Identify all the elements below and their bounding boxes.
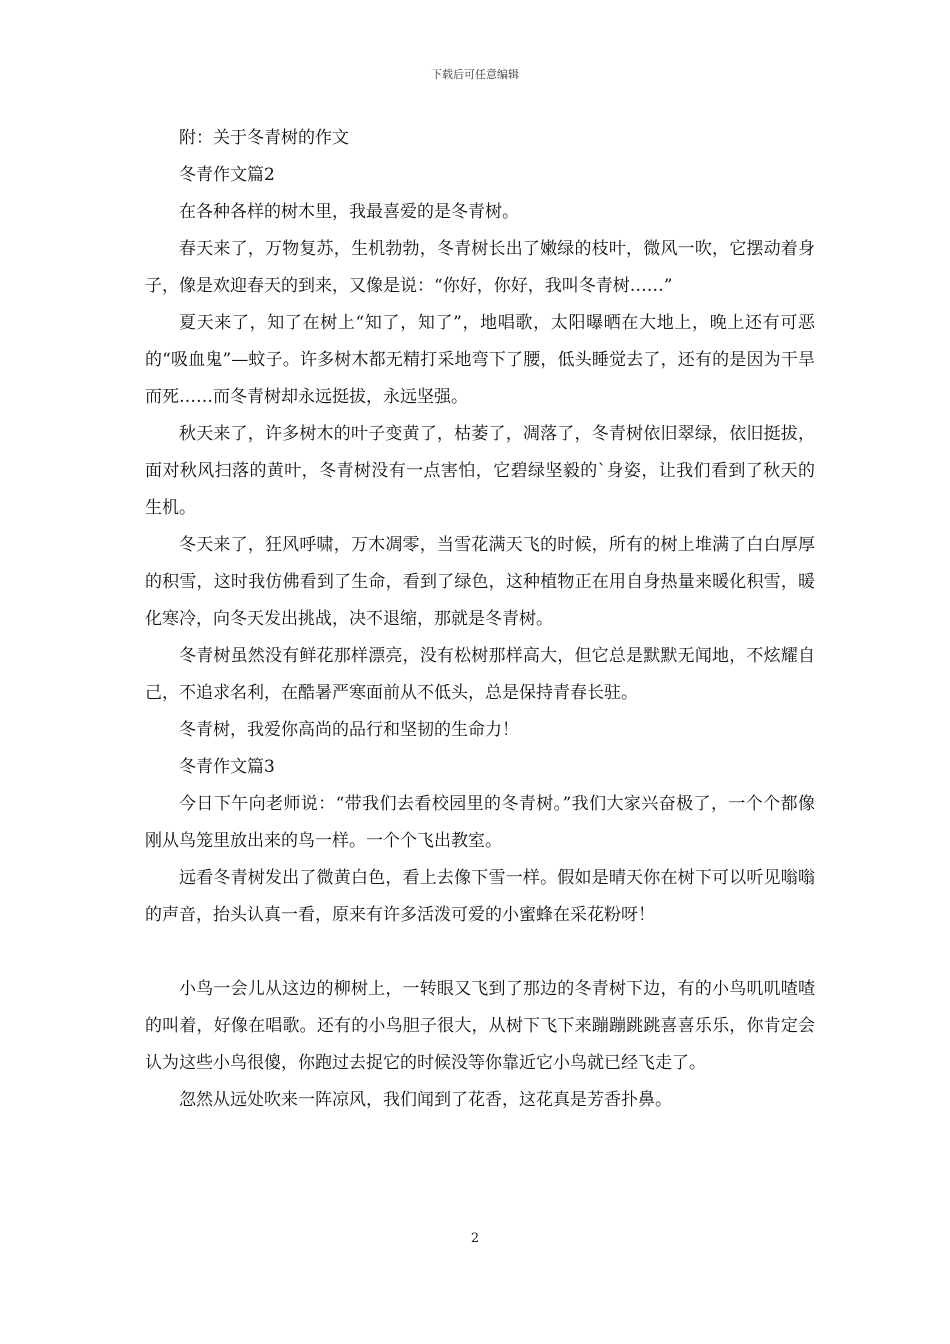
paragraph: 秋天来了，许多树木的叶子变黄了，枯萎了，凋落了，冬青树依旧翠绿，依旧挺拔，面对秋风扫落的黄叶，冬青树没有一点害怕，它碧绿坚毅的`身姿，让我们看到了秋天的生机。 — [145, 424, 815, 518]
document-body — [145, 120, 815, 1119]
essay-title-2: 冬青作文篇2 — [179, 165, 275, 185]
paragraph: 冬天来了，狂风呼啸，万木凋零，当雪花满天飞的时候，所有的树上堆满了白白厚厚的积雪，这时我仿佛看到了生命，看到了绿色，这种植物正在用自身热量来暖化积雪，暖化寒冷，向冬天发出挑战，决不退缩，那就是冬青树。 — [145, 535, 815, 629]
paragraph: 冬青树虽然没有鲜花那样漂亮，没有松树那样高大，但它总是默默无闻地，不炫耀自己，不追求名利，在酷暑严寒面前从不低头，总是保持青春长驻。 — [145, 646, 815, 703]
page-number: 2 — [470, 1231, 480, 1246]
paragraph: 忽然从远处吹来一阵凉风，我们闻到了花香，这花真是芳香扑鼻。 — [179, 1090, 672, 1110]
paragraph: 在各种各样的树木里，我最喜爱的是冬青树。 — [179, 202, 519, 222]
paragraph: 冬青树，我爱你高尚的品行和坚韧的生命力！ — [179, 720, 519, 740]
appendix-title: 附：关于冬青树的作文 — [179, 128, 349, 148]
paragraph: 小鸟一会儿从这边的柳树上，一转眼又飞到了那边的冬青树下边，有的小鸟叽叽喳喳的叫着，好像在唱歌。还有的小鸟胆子很大，从树下飞下来蹦蹦跳跳喜喜乐乐，你肯定会认为这些小鸟很傻，你跑过去捉它的时候没等你靠近它小鸟就已经飞走了。 — [145, 979, 815, 1073]
paragraph: 远看冬青树发出了微黄白色，看上去像下雪一样。假如是晴天你在树下可以听见嗡嗡的声音，抬头认真一看，原来有许多活泼可爱的小蜜蜂在采花粉呀！ — [145, 868, 815, 925]
paragraph: 夏天来了，知了在树上“知了，知了”，地唱歌，太阳曝晒在大地上，晚上还有可恶的“吸血鬼”—蚊子。许多树木都无精打采地弯下了腰，低头睡觉去了，还有的是因为干旱而死……而冬青树却永远挺拔，永远坚强。 — [145, 313, 815, 407]
paragraph: 春天来了，万物复苏，生机勃勃，冬青树长出了嫩绿的枝叶，微风一吹，它摆动着身子，像是欢迎春天的到来，又像是说：“你好，你好，我叫冬青树……” — [145, 239, 815, 296]
essay-title-3: 冬青作文篇3 — [179, 757, 275, 777]
page-header: 下载后可任意编辑 — [431, 68, 519, 81]
paragraph: 今日下午向老师说：“带我们去看校园里的冬青树。”我们大家兴奋极了，一个个都像刚从鸟笼里放出来的鸟一样。一个个飞出教室。 — [145, 794, 815, 851]
